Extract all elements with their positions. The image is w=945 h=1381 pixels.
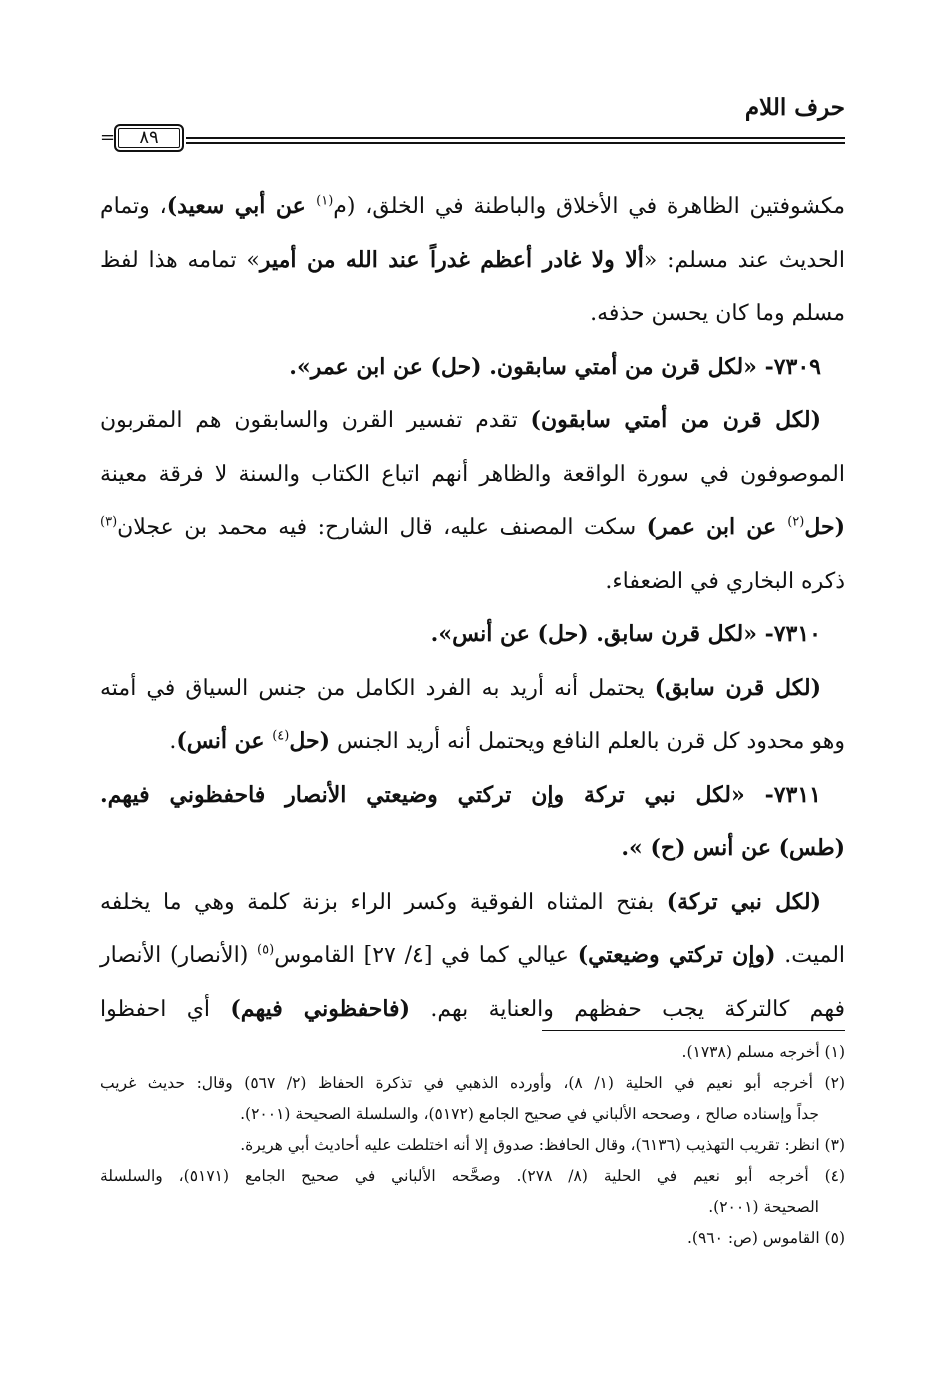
footnote-ref-5: (٥) [257,942,275,958]
book-page [100,80,845,156]
text-run: (الأنصار) الأنصار فهم كالتركة يجب حفظهم والعناية بهم. [100,943,845,1022]
text-run-bold: (حل [289,728,331,754]
footnote-2-continued: جداً وإسناده صالح ، وصححه الألباني في صحيح الجامع (٥١٧٢)، والسلسلة الصحيحة (٢٠٠١). [240,1105,819,1123]
main-text [100,180,845,1036]
text-run: ، وتمام الحديث عند مسلم: « [100,194,845,273]
text-run-bold: (فاحفظوني فيهم) [230,995,410,1022]
footnote-4: (٤) أخرجه أبو نعيم في الحلية (٨/ ٢٧٨). وصحَّحه الألباني في صحيح الجامع (٥١٧١)، والسلسلة [100,1167,846,1185]
footnote-ref-3: (٣) [100,514,118,530]
hadith-7311-line-1: ٧٣١١- «لكل نبي تركة وإن تركتي وضيعتي الأنصار فاحفظوني فيهم. [100,781,821,808]
page-header [100,80,845,156]
text-run-bold: (حل [804,514,845,540]
text-run-bold: (لكل قرن سابق) [654,674,821,701]
text-run: تقدم تفسير القرن والسابقون هم المقربون الموصوفون في سورة الواقعة والظاهر أنهم اتباع الكتاب والسنة لا فرقة معينة [100,408,845,487]
footnotes [100,1037,845,1254]
text-run: ذكره البخاري في الضعفاء. [605,568,845,594]
text-run-bold: عن ابن عمر) [646,514,788,540]
chapter-title: حرف اللام [744,94,845,121]
footnote-ref-4: (٤) [272,728,290,744]
text-run: مكشوفتين الظاهرة في الأخلاق والباطنة في الخلق، (م [333,194,845,219]
page-number: ٨٩ [114,124,184,152]
text-run: عيالي كما في [٤/ ٢٧] القاموس [274,943,578,968]
footnote-ref-2: (٢) [787,514,805,530]
footnote-1: (١) أخرجه مسلم (١٧٣٨). [681,1043,845,1061]
text-run-bold: عن أبي سعيد) [166,193,317,219]
footnote-ref-1: (١) [316,193,334,209]
text-run: سكت المصنف عليه، قال الشارح: فيه محمد بن عجلان [117,515,647,540]
footnote-2: (٢) أخرجه أبو نعيم في الحلية (١/ ٨)، وأورده الذهبي في تذكرة الحفاظ (٢/ ٥٦٧) وقال: حديث غريب [100,1074,845,1092]
commentary-7309 [100,394,845,608]
text-run: أي احفظوا [100,996,231,1022]
text-run-bold: عن أنس) [176,728,273,754]
hadith-7310: ٧٣١٠- «لكل قرن سابق. (حل) عن أنس». [430,621,821,647]
paragraph-continued [100,180,845,341]
text-run: . [169,729,177,754]
hadith-7311-line-2: (طس) عن أنس (ح) ». [621,835,845,861]
text-run: » تمامه هذا لفظ مسلم وما كان يحسن حذفه. [100,247,845,326]
text-run-bold: (لكل قرن من أمتي سابقون) [530,407,821,433]
header-rule-row [100,124,845,154]
commentary-7310 [100,662,845,769]
header-double-rule [186,137,845,144]
text-run-bold: (وإن تركتي وضيعتي) [577,942,776,968]
hadith-7309: ٧٣٠٩- «لكل قرن من أمتي سابقون. (حل) عن ابن عمر». [289,353,821,380]
footnote-5: (٥) القاموس (ص: ٩٦٠). [686,1229,845,1247]
commentary-7311 [100,876,845,1037]
text-run: يحتمل أنه أريد به الفرد الكامل من جنس السياق في أمته وهو محدود كل قرن بالعلم النافع ويحتمل أنه أريد الجنس [100,675,845,754]
text-run-bold: ألا ولا غادر أعظم غدراً عند الله من أمير [259,246,644,273]
text-run: بفتح المثناه الفوقية وكسر الراء بزنة كلمة وهي ما يخلفه الميت. [100,889,846,968]
equals-mark: = [100,127,116,148]
footnote-3: (٣) انظر: تقريب التهذيب (٦١٣٦)، وقال الحافظ: صدوق إلا أنه اختلطت عليه أحاديث أبي هريرة. [240,1136,845,1154]
text-run-bold: (لكل نبي تركة) [666,888,821,915]
footnote-4-continued: الصحيحة (٢٠٠١). [708,1198,819,1216]
footnote-separator [542,1030,845,1031]
